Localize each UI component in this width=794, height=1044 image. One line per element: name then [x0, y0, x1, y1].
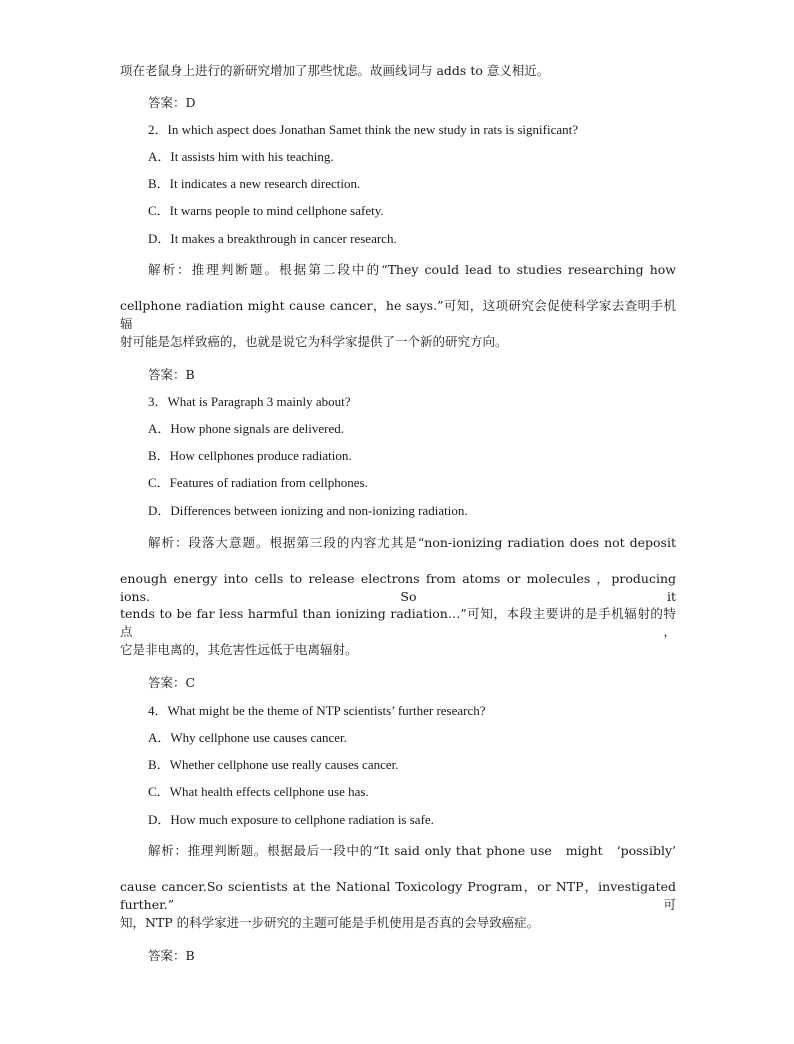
answer-4: 答案：B — [148, 948, 195, 963]
question-4-stem: 4．What might be the theme of NTP scientists’ further research? — [148, 703, 486, 718]
answer-3: 答案：C — [148, 675, 196, 690]
question-4-analysis-line-3: 知，NTP 的科学家进一步研究的主题可能是手机使用是否真的会导致癌症。 — [120, 915, 540, 930]
question-3-option-c: C．Features of radiation from cellphones. — [148, 475, 368, 490]
question-2-stem: 2．In which aspect does Jonathan Samet think the new study in rats is significant? — [148, 122, 578, 137]
question-3-analysis-line-3: tends to be far less harmful than ionizing radiation…”可知，本段主要讲的是手机辐射的特点， — [120, 606, 676, 639]
question-4-option-d: D．How much exposure to cellphone radiation is safe. — [148, 812, 434, 827]
question-2-analysis-line-1: 解析：推理判断题。根据第二段中的“They could lead to studies researching how — [148, 262, 676, 277]
question-4-option-a: A．Why cellphone use causes cancer. — [148, 730, 347, 745]
question-2-option-c: C．It warns people to mind cellphone safety. — [148, 203, 384, 218]
question-2-option-a: A．It assists him with his teaching. — [148, 149, 334, 164]
answer-1: 答案：D — [148, 95, 196, 110]
question-3-option-a: A．How phone signals are delivered. — [148, 421, 345, 436]
question-3-analysis-line-4: 它是非电离的，其危害性远低于电离辐射。 — [120, 642, 358, 657]
question-2-option-b: B．It indicates a new research direction. — [148, 176, 361, 191]
question-3-analysis-line-1: 解析：段落大意题。根据第三段的内容尤其是“non-ionizing radiation does not deposit — [148, 535, 676, 550]
question-3-option-b: B．How cellphones produce radiation. — [148, 448, 352, 463]
question-3-stem: 3．What is Paragraph 3 mainly about? — [148, 394, 351, 409]
answer-2: 答案：B — [148, 367, 195, 382]
question-4-option-b: B．Whether cellphone use really causes cancer. — [148, 757, 399, 772]
question-4-analysis-line-2: cause cancer.So scientists at the National Toxicology Program，or NTP，investigated further.”可 — [120, 879, 676, 912]
question-3-option-d: D．Differences between ionizing and non-ionizing radiation. — [148, 503, 468, 518]
question-4-option-c: C．What health effects cellphone use has. — [148, 784, 369, 799]
question-2-analysis-line-2: cellphone radiation might cause cancer，he says.”可知，这项研究会促使科学家去查明手机辐 — [120, 298, 676, 331]
question-4-analysis-line-1: 解析：推理判断题。根据最后一段中的“It said only that phone use might ‘possibly’ — [148, 843, 676, 858]
question-2-option-d: D．It makes a breakthrough in cancer research. — [148, 231, 397, 246]
question-3-analysis-line-2: enough energy into cells to release electrons from atoms or molecules ，producing ions. So it — [120, 571, 676, 604]
previous-analysis-tail: 项在老鼠身上进行的新研究增加了那些忧虑。故画线词与 adds to 意义相近。 — [120, 63, 550, 78]
question-2-analysis-line-3: 射可能是怎样致癌的，也就是说它为科学家提供了一个新的研究方向。 — [120, 334, 508, 349]
